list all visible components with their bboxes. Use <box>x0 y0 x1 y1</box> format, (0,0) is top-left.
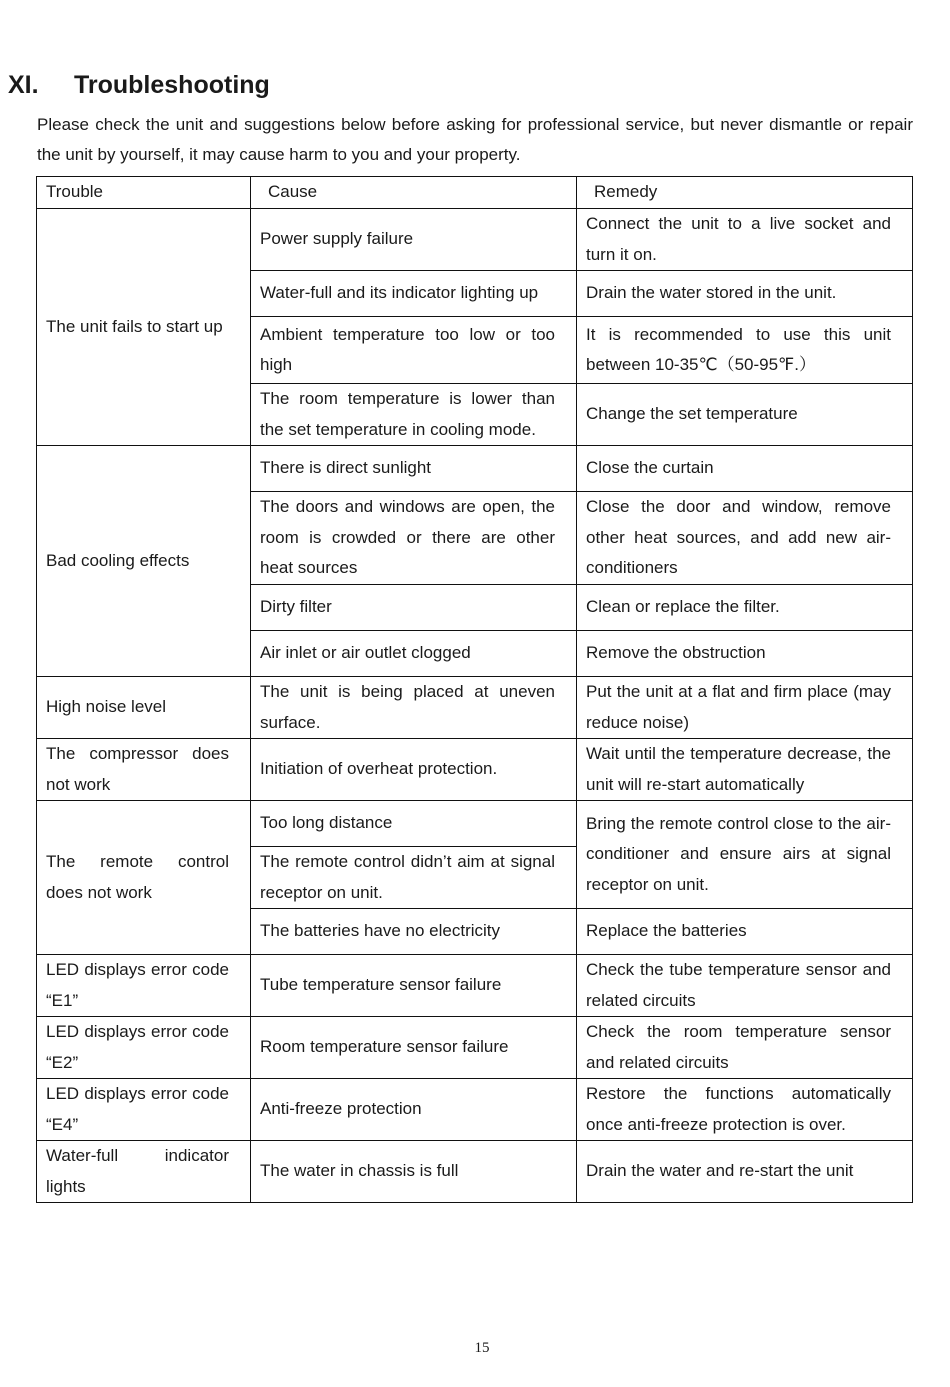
cause-cell: Room temperature sensor failure <box>251 1017 577 1079</box>
remedy-cell: Wait until the temperature decrease, the unit will re-start automatically <box>577 739 913 801</box>
header-remedy: Remedy <box>577 177 913 209</box>
remedy-cell: Check the tube temperature sensor and related circuits <box>577 955 913 1017</box>
cause-cell: Ambient temperature too low or too high <box>251 317 577 384</box>
trouble-cell: LED displays error code “E1” <box>37 955 251 1017</box>
cause-cell: Power supply failure <box>251 209 577 271</box>
table-row <box>37 1141 913 1203</box>
remedy-cell: Put the unit at a flat and firm place (may reduce noise) <box>577 677 913 739</box>
trouble-cell: High noise level <box>37 677 251 739</box>
remedy-cell: Bring the remote control close to the air-conditioner and ensure airs at signal receptor on unit. <box>577 801 913 909</box>
table-row <box>37 446 913 492</box>
table-row <box>37 739 913 801</box>
trouble-cell: The unit fails to start up <box>37 209 251 446</box>
trouble-cell: LED displays error code “E4” <box>37 1079 251 1141</box>
remedy-cell: It is recommended to use this unit between 10-35℃（50-95℉.） <box>577 317 913 384</box>
table-row <box>37 955 913 1017</box>
remedy-cell: Clean or replace the filter. <box>577 585 913 631</box>
trouble-cell: LED displays error code “E2” <box>37 1017 251 1079</box>
cause-cell: Too long distance <box>251 801 577 847</box>
cause-cell: There is direct sunlight <box>251 446 577 492</box>
trouble-cell: The remote control does not work <box>37 801 251 955</box>
cause-cell: The batteries have no electricity <box>251 909 577 955</box>
trouble-cell: Water-full indicator lights <box>37 1141 251 1203</box>
page-number: 15 <box>474 1340 490 1356</box>
remedy-cell: Drain the water and re-start the unit <box>577 1141 913 1203</box>
intro-paragraph: Please check the unit and suggestions below before asking for professional service, but never dismantle or repair the unit by yourself, it may cause harm to you and your property. <box>37 115 913 164</box>
cause-cell: Air inlet or air outlet clogged <box>251 631 577 677</box>
cause-cell: The water in chassis is full <box>251 1141 577 1203</box>
remedy-cell: Drain the water stored in the unit. <box>577 271 913 317</box>
cause-cell: Water-full and its indicator lighting up <box>251 271 577 317</box>
header-cause: Cause <box>251 177 577 209</box>
remedy-cell: Remove the obstruction <box>577 631 913 677</box>
trouble-cell: Bad cooling effects <box>37 446 251 677</box>
table-row <box>37 801 913 847</box>
remedy-cell: Connect the unit to a live socket and turn it on. <box>577 209 913 271</box>
table-row <box>37 209 913 271</box>
cause-cell: Tube temperature sensor failure <box>251 955 577 1017</box>
cause-cell: The unit is being placed at uneven surface. <box>251 677 577 739</box>
table-header-row <box>37 177 913 209</box>
remedy-cell: Restore the functions automatically once anti-freeze protection is over. <box>577 1079 913 1141</box>
table-row <box>37 1079 913 1141</box>
remedy-cell: Close the curtain <box>577 446 913 492</box>
trouble-cell: The compressor does not work <box>37 739 251 801</box>
troubleshooting-table <box>36 176 913 1203</box>
remedy-cell: Replace the batteries <box>577 909 913 955</box>
table-row <box>37 677 913 739</box>
remedy-cell: Change the set temperature <box>577 384 913 446</box>
section-heading <box>8 68 270 102</box>
cause-cell: Initiation of overheat protection. <box>251 739 577 801</box>
cause-cell: The remote control didn’t aim at signal receptor on unit. <box>251 847 577 909</box>
section-number: XI. <box>8 71 39 99</box>
cause-cell: Dirty filter <box>251 585 577 631</box>
header-trouble: Trouble <box>37 177 251 209</box>
table-row <box>37 1017 913 1079</box>
section-title: Troubleshooting <box>74 71 270 99</box>
cause-cell: The room temperature is lower than the set temperature in cooling mode. <box>251 384 577 446</box>
remedy-cell: Close the door and window, remove other heat sources, and add new air-conditioners <box>577 492 913 585</box>
remedy-cell: Check the room temperature sensor and related circuits <box>577 1017 913 1079</box>
cause-cell: The doors and windows are open, the room is crowded or there are other heat sources <box>251 492 577 585</box>
cause-cell: Anti-freeze protection <box>251 1079 577 1141</box>
